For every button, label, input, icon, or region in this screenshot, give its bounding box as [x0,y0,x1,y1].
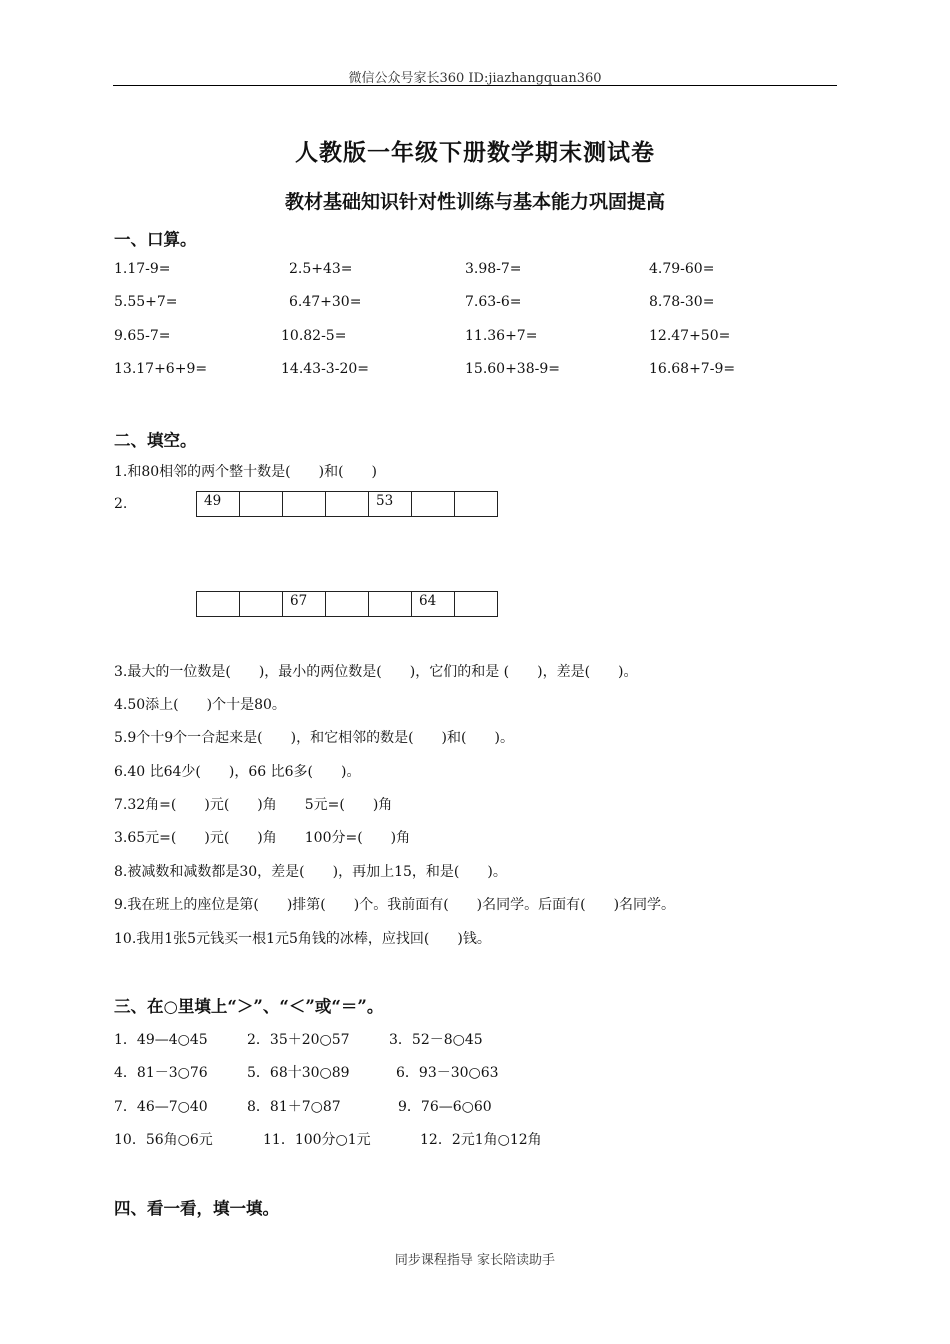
grid-cell [240,492,283,517]
grid-cell: 49 [197,492,240,517]
section3-title: 三、在○里填上“＞”、“＜”或“＝”。 [114,997,384,1016]
compare-item: 9．76—6○60 [398,1099,492,1115]
fill-question-10: 10.我用1张5元钱买一根1元5角钱的冰棒，应找回( )钱。 [114,931,491,947]
grid-cell [326,592,369,617]
compare-item: 8．81＋7○87 [247,1099,341,1115]
grid-cell [283,492,326,517]
fill-question-3: 3.最大的一位数是( )，最小的两位数是( )，它们的和是 ( )，差是( )。 [114,664,638,680]
section2-title: 二、填空。 [114,431,197,450]
oral-item: 10.82-5= [281,328,347,344]
header-divider [113,85,837,86]
fill-question-7: 7.32角=( )元( )角 5元=( )角 [114,797,393,813]
oral-item: 7.63-6= [465,294,522,310]
fill-question-5: 5.9个十9个一合起来是( )，和它相邻的数是( )和( )。 [114,730,514,746]
oral-item: 16.68+7-9= [649,361,736,377]
grid-cell [197,592,240,617]
grid-cell: 64 [412,592,455,617]
grid-cell [455,492,498,517]
fill-question-7b: 3.65元=( )元( )角 100分=( )角 [114,830,411,846]
oral-item: 12.47+50= [649,328,731,344]
oral-item: 11.36+7= [465,328,538,344]
oral-item: 4.79-60= [649,261,715,277]
page-header: 微信公众号家长360 ID:jiazhangquan360 [348,71,602,86]
fill-question-1: 1.和80相邻的两个整十数是( )和( ) [114,464,378,480]
oral-item: 15.60+38-9= [465,361,560,377]
oral-item: 3.98-7= [465,261,522,277]
fill-question-8: 8.被减数和减数都是30，差是( )，再加上15，和是( )。 [114,864,507,880]
compare-item: 1．49—4○45 [114,1032,208,1048]
compare-item: 7．46—7○40 [114,1099,208,1115]
document-title: 人教版一年级下册数学期末测试卷 [295,139,655,166]
compare-item: 3．52－8○45 [389,1032,483,1048]
oral-item: 2.5+43= [289,261,353,277]
fill-question-6: 6.40 比64少( )，66 比6多( )。 [114,764,361,780]
number-grid-2 [196,591,498,617]
grid-cell: 67 [283,592,326,617]
fill-question-4: 4.50添上( )个十是80。 [114,697,286,713]
section1-title: 一、口算。 [114,230,197,249]
compare-item: 11．100分○1元 [263,1132,371,1148]
compare-item: 6．93－30○63 [396,1065,499,1081]
fill-question-9: 9.我在班上的座位是第( )排第( )个。我前面有( )名同学。后面有( )名同学。 [114,897,676,913]
oral-item: 5.55+7= [114,294,178,310]
oral-item: 14.43-3-20= [281,361,369,377]
section4-title: 四、看一看，填一填。 [114,1199,279,1218]
oral-item: 6.47+30= [289,294,362,310]
fill-question-2-label: 2. [114,496,128,512]
page-footer: 同步课程指导 家长陪读助手 [394,1253,556,1268]
compare-item: 4．81－3○76 [114,1065,208,1081]
grid-cell [369,592,412,617]
oral-item: 1.17-9= [114,261,171,277]
compare-item: 2．35＋20○57 [247,1032,350,1048]
number-grid-1 [196,491,498,517]
oral-item: 8.78-30= [649,294,715,310]
compare-item: 12．2元1角○12角 [420,1132,542,1148]
grid-cell [240,592,283,617]
oral-item: 9.65-7= [114,328,171,344]
grid-cell: 53 [369,492,412,517]
document-subtitle: 教材基础知识针对性训练与基本能力巩固提高 [284,191,665,213]
grid-cell [412,492,455,517]
grid-cell [455,592,498,617]
oral-item: 13.17+6+9= [114,361,208,377]
grid-cell [326,492,369,517]
compare-item: 10．56角○6元 [114,1132,213,1148]
compare-item: 5．68十30○89 [247,1065,350,1081]
